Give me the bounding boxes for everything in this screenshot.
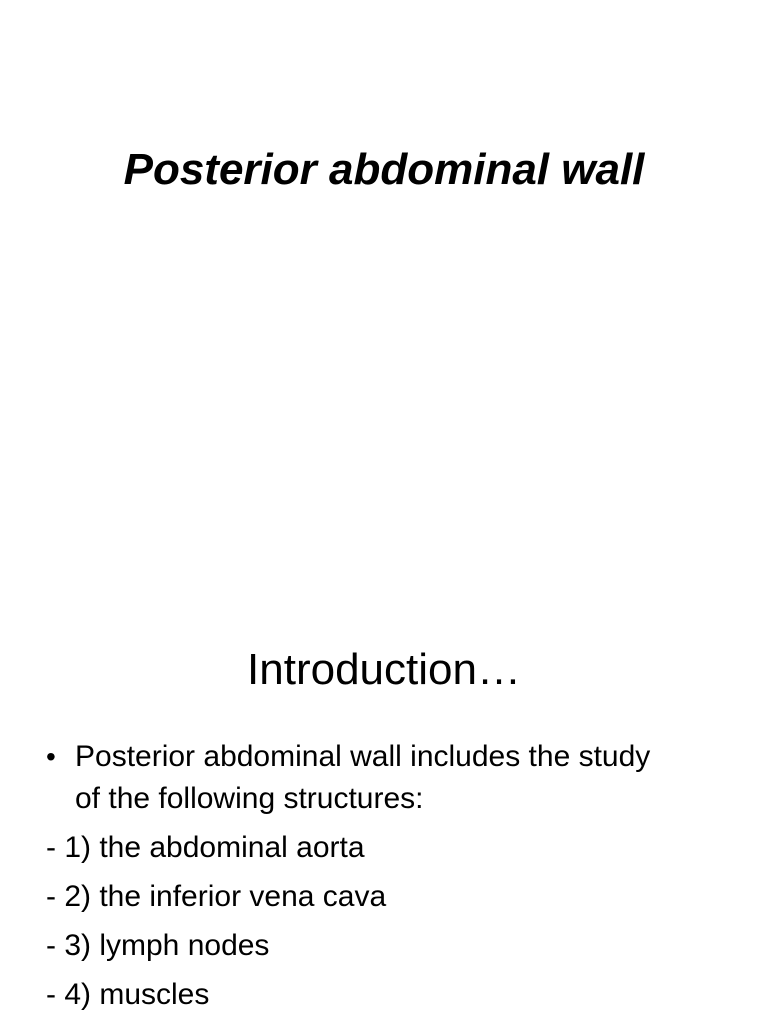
bullet-icon: • bbox=[46, 741, 56, 772]
list-item-muscles: - 4) muscles bbox=[46, 978, 210, 1011]
introduction-slide bbox=[0, 576, 768, 1024]
list-item-aorta: - 1) the abdominal aorta bbox=[46, 831, 365, 864]
list-item-lymph-nodes: - 3) lymph nodes bbox=[46, 929, 270, 962]
slide-title: Posterior abdominal wall bbox=[123, 145, 645, 194]
bullet-item bbox=[46, 736, 746, 820]
slide-heading: Introduction… bbox=[247, 645, 521, 694]
bullet-text: Posterior abdominal wall includes the study of the following structures: bbox=[75, 740, 651, 815]
list-item-vena-cava: - 2) the inferior vena cava bbox=[46, 880, 387, 913]
slide-body bbox=[46, 736, 746, 1023]
